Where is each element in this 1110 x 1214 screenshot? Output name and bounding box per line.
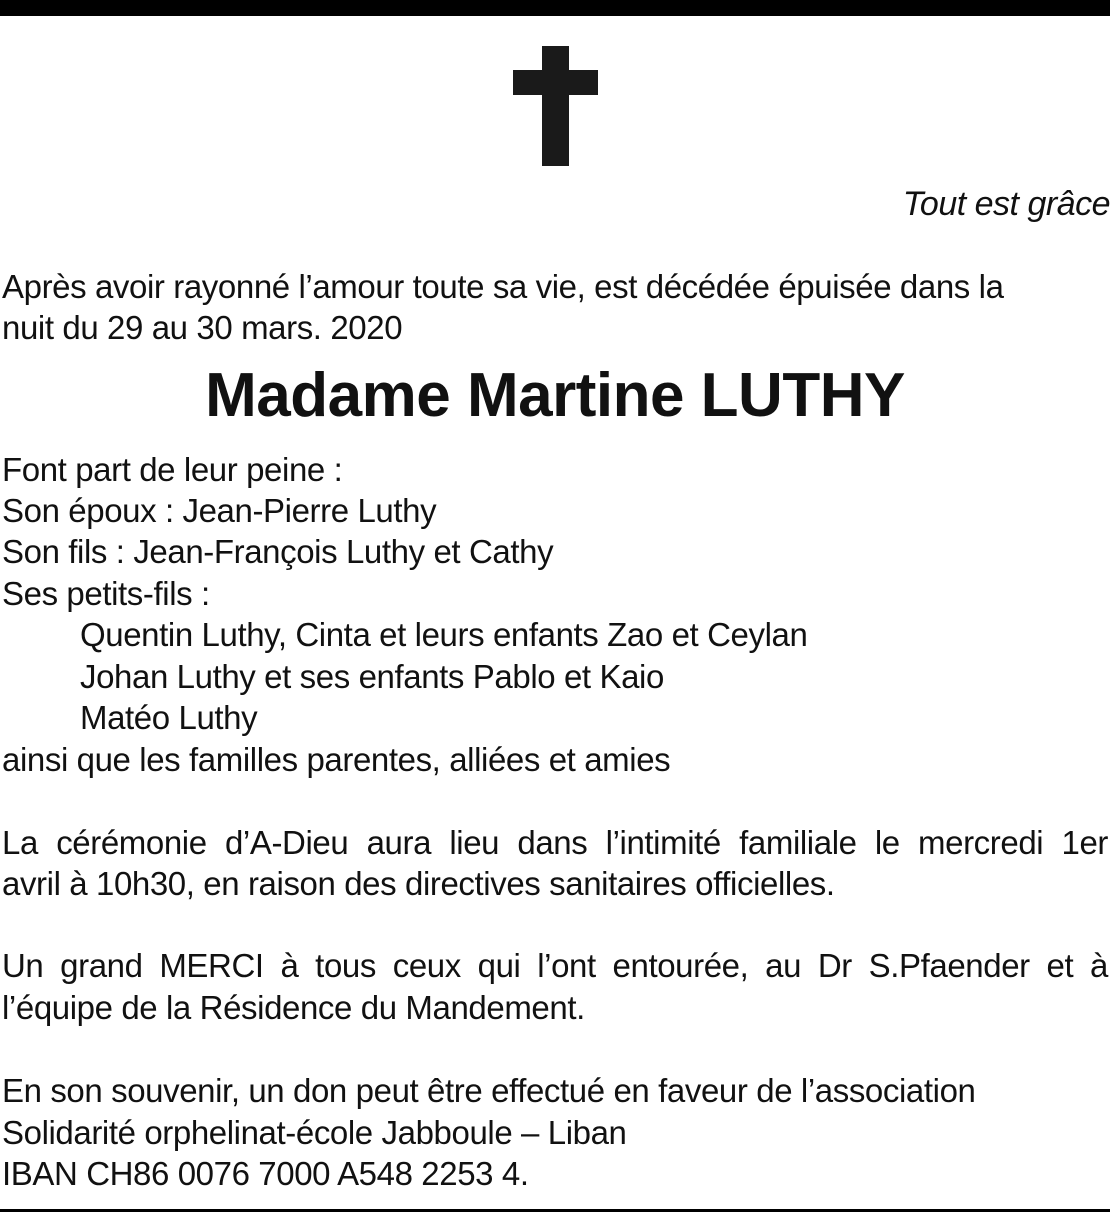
thanks-line-2: l’équipe de la Résidence du Mandement.	[2, 989, 585, 1026]
thanks-line-1: Un grand MERCI à tous ceux qui l’ont entourée, au Dr S.Pfaender et à	[2, 947, 1108, 984]
top-border-rule	[0, 0, 1110, 16]
donation-line-1: En son souvenir, un don peut être effectué en faveur de l’association	[2, 1072, 976, 1109]
donation-iban: IBAN CH86 0076 7000 A548 2253 4.	[2, 1155, 529, 1192]
grandchild-entry: Johan Luthy et ses enfants Pablo et Kaio	[80, 658, 664, 695]
deceased-name: Madame Martine LUTHY	[205, 361, 905, 430]
cross-icon	[513, 46, 598, 166]
ceremony-line-1: La cérémonie d’A-Dieu aura lieu dans l’intimité familiale le mercredi 1er	[2, 824, 1108, 861]
donation-line-2: Solidarité orphelinat-école Jabboule – Liban	[2, 1114, 627, 1151]
grandchild-entry: Quentin Luthy, Cinta et leurs enfants Zao et Ceylan	[80, 616, 808, 653]
family-son: Son fils : Jean-François Luthy et Cathy	[2, 533, 554, 570]
grandchild-entry: Matéo Luthy	[80, 699, 258, 736]
family-heading: Font part de leur peine :	[2, 451, 343, 488]
bottom-border-rule	[0, 1209, 1110, 1212]
family-closing: ainsi que les familles parentes, alliées et amies	[2, 741, 671, 778]
intro-line-1: Après avoir rayonné l’amour toute sa vie, est décédée épuisée dans la	[2, 268, 1004, 305]
family-spouse: Son époux : Jean-Pierre Luthy	[2, 492, 437, 529]
grandchildren-heading: Ses petits-fils :	[2, 575, 210, 612]
intro-line-2: nuit du 29 au 30 mars. 2020	[2, 309, 403, 346]
motto: Tout est grâce	[902, 185, 1110, 223]
ceremony-line-2: avril à 10h30, en raison des directives sanitaires officielles.	[2, 865, 835, 902]
